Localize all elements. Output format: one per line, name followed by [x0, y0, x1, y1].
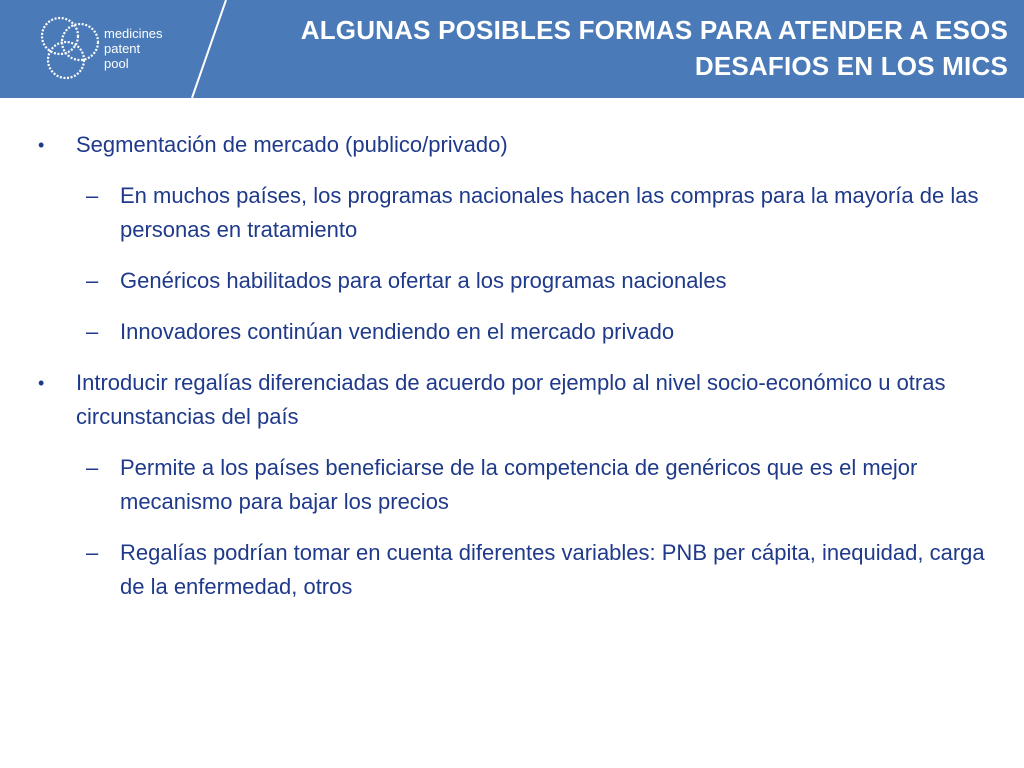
logo-line-2: patent	[104, 41, 141, 56]
medicines-patent-pool-logo-icon	[36, 12, 106, 84]
logo-line-1: medicines	[104, 26, 163, 41]
dash-marker: –	[86, 540, 99, 565]
slide-title-line-1: ALGUNAS POSIBLES FORMAS PARA ATENDER A ESOS	[300, 15, 1008, 45]
dash-marker: –	[86, 268, 99, 293]
sub-bullet-text: En muchos países, los programas nacionales hacen las compras para la mayoría de las personas en tratamiento	[120, 183, 979, 242]
dash-marker: –	[86, 319, 99, 344]
dash-marker: –	[86, 455, 99, 480]
sub-bullet-item	[34, 536, 994, 604]
slide-body	[34, 128, 994, 621]
sub-bullet-item	[34, 264, 994, 298]
bullet-marker: •	[38, 135, 45, 155]
sub-bullet-item	[34, 315, 994, 349]
sub-bullet-text: Regalías podrían tomar en cuenta diferentes variables: PNB per cápita, inequidad, carga de la enfermedad, otros	[120, 540, 985, 599]
bullet-text: Segmentación de mercado (publico/privado)	[76, 132, 508, 157]
bullet-text: Introducir regalías diferenciadas de acuerdo por ejemplo al nivel socio-económico u otras circunstancias del país	[76, 370, 946, 429]
bullet-marker: •	[38, 373, 45, 393]
slide-title	[248, 12, 1008, 84]
slide-title-line-2: DESAFIOS EN LOS MICS	[694, 51, 1008, 81]
sub-bullet-text: Innovadores continúan vendiendo en el mercado privado	[120, 319, 675, 344]
logo-wordmark	[104, 26, 163, 71]
sub-bullet-text: Permite a los países beneficiarse de la competencia de genéricos que es el mejor mecanismo para bajar los precios	[120, 455, 918, 514]
dash-marker: –	[86, 183, 99, 208]
sub-bullet-text: Genéricos habilitados para ofertar a los programas nacionales	[120, 268, 727, 293]
logo-line-3: pool	[104, 56, 129, 71]
sub-bullet-item	[34, 179, 994, 247]
bullet-item	[34, 366, 994, 434]
header-bar	[0, 0, 1024, 98]
bullet-item	[34, 128, 994, 162]
sub-bullet-item	[34, 451, 994, 519]
header-divider	[180, 0, 230, 98]
